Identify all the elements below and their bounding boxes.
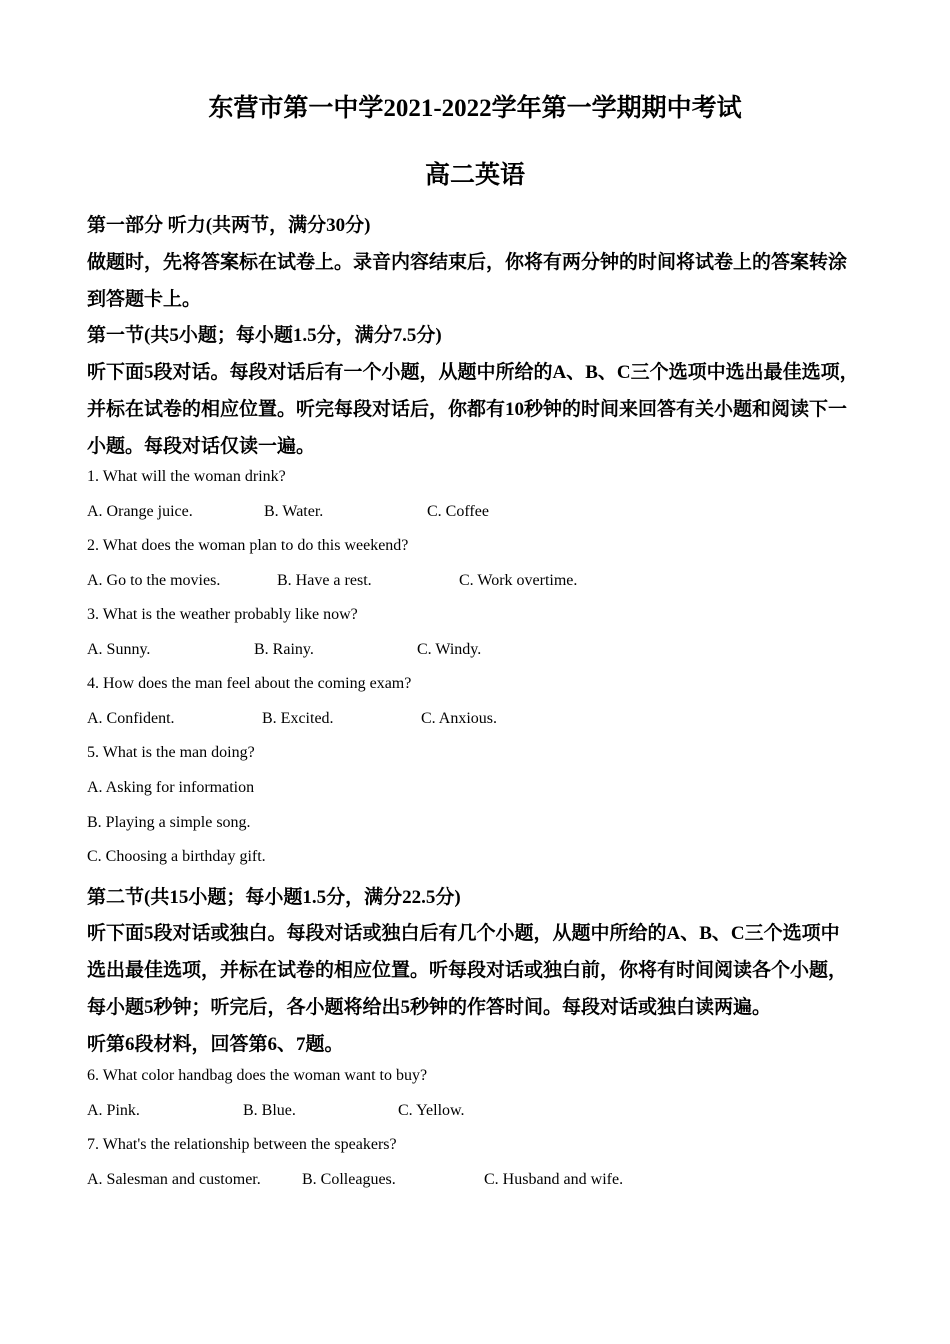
q2-option-a: A. Go to the movies. bbox=[87, 572, 221, 589]
q4-option-c: C. Anxious. bbox=[421, 710, 498, 727]
q4-option-a: A. Confident. bbox=[87, 710, 175, 727]
section2-instruction: 选出最佳选项，并标在试卷的相应位置。听每段对话或独白前，你将有时间阅读各个小题， bbox=[87, 960, 848, 981]
part1-instruction: 到答题卡上。 bbox=[87, 289, 202, 310]
q4-option-b: B. Excited. bbox=[262, 710, 334, 727]
q5-option-c: C. Choosing a birthday gift. bbox=[87, 848, 266, 865]
section1-heading: 第一节(共5小题；每小题1.5分，满分7.5分) bbox=[87, 325, 442, 346]
section2-heading: 第二节(共15小题；每小题1.5分，满分22.5分) bbox=[87, 887, 461, 908]
q3-option-b: B. Rainy. bbox=[254, 641, 314, 658]
q5-option-a: A. Asking for information bbox=[87, 779, 255, 796]
q7-option-b: B. Colleagues. bbox=[302, 1171, 396, 1188]
q5-option-b: B. Playing a simple song. bbox=[87, 814, 251, 831]
q1-option-a: A. Orange juice. bbox=[87, 503, 193, 520]
q7-option-c: C. Husband and wife. bbox=[484, 1171, 624, 1188]
q1-option-c: C. Coffee bbox=[427, 503, 489, 520]
part1-heading: 第一部分 听力(共两节，满分30分) bbox=[87, 215, 371, 236]
exam-title: 东营市第一中学2021-2022学年第一学期期中考试 bbox=[208, 95, 742, 122]
question-2: 2. What does the woman plan to do this weekend? bbox=[87, 537, 409, 554]
question-3: 3. What is the weather probably like now? bbox=[87, 606, 358, 623]
question-1: 1. What will the woman drink? bbox=[87, 468, 286, 485]
question-6: 6. What color handbag does the woman want to buy? bbox=[87, 1067, 428, 1084]
q3-option-a: A. Sunny. bbox=[87, 641, 151, 658]
q6-option-c: C. Yellow. bbox=[398, 1102, 465, 1119]
section2-instruction: 听下面5段对话或独白。每段对话或独白后有几个小题，从题中所给的A、B、C三个选项中 bbox=[87, 923, 840, 944]
section1-instruction: 听下面5段对话。每段对话后有一个小题，从题中所给的A、B、C三个选项中选出最佳选项， bbox=[87, 362, 859, 383]
q6-option-a: A. Pink. bbox=[87, 1102, 140, 1119]
question-7: 7. What's the relationship between the speakers? bbox=[87, 1136, 397, 1153]
question-5: 5. What is the man doing? bbox=[87, 744, 255, 761]
q2-option-b: B. Have a rest. bbox=[277, 572, 372, 589]
section2-instruction: 每小题5秒钟；听完后，各小题将给出5秒钟的作答时间。每段对话或独白读两遍。 bbox=[87, 997, 772, 1018]
q2-option-c: C. Work overtime. bbox=[459, 572, 578, 589]
q3-option-c: C. Windy. bbox=[417, 641, 482, 658]
part1-instruction: 做题时，先将答案标在试卷上。录音内容结束后，你将有两分钟的时间将试卷上的答案转涂 bbox=[87, 252, 848, 273]
section1-instruction: 小题。每段对话仅读一遍。 bbox=[87, 436, 316, 457]
material-heading: 听第6段材料，回答第6、7题。 bbox=[87, 1034, 344, 1055]
q1-option-b: B. Water. bbox=[264, 503, 324, 520]
question-4: 4. How does the man feel about the coming exam? bbox=[87, 675, 412, 692]
exam-subject: 高二英语 bbox=[424, 162, 525, 189]
q7-option-a: A. Salesman and customer. bbox=[87, 1171, 261, 1188]
section1-instruction: 并标在试卷的相应位置。听完每段对话后，你都有10秒钟的时间来回答有关小题和阅读下一 bbox=[87, 399, 848, 420]
q6-option-b: B. Blue. bbox=[243, 1102, 296, 1119]
